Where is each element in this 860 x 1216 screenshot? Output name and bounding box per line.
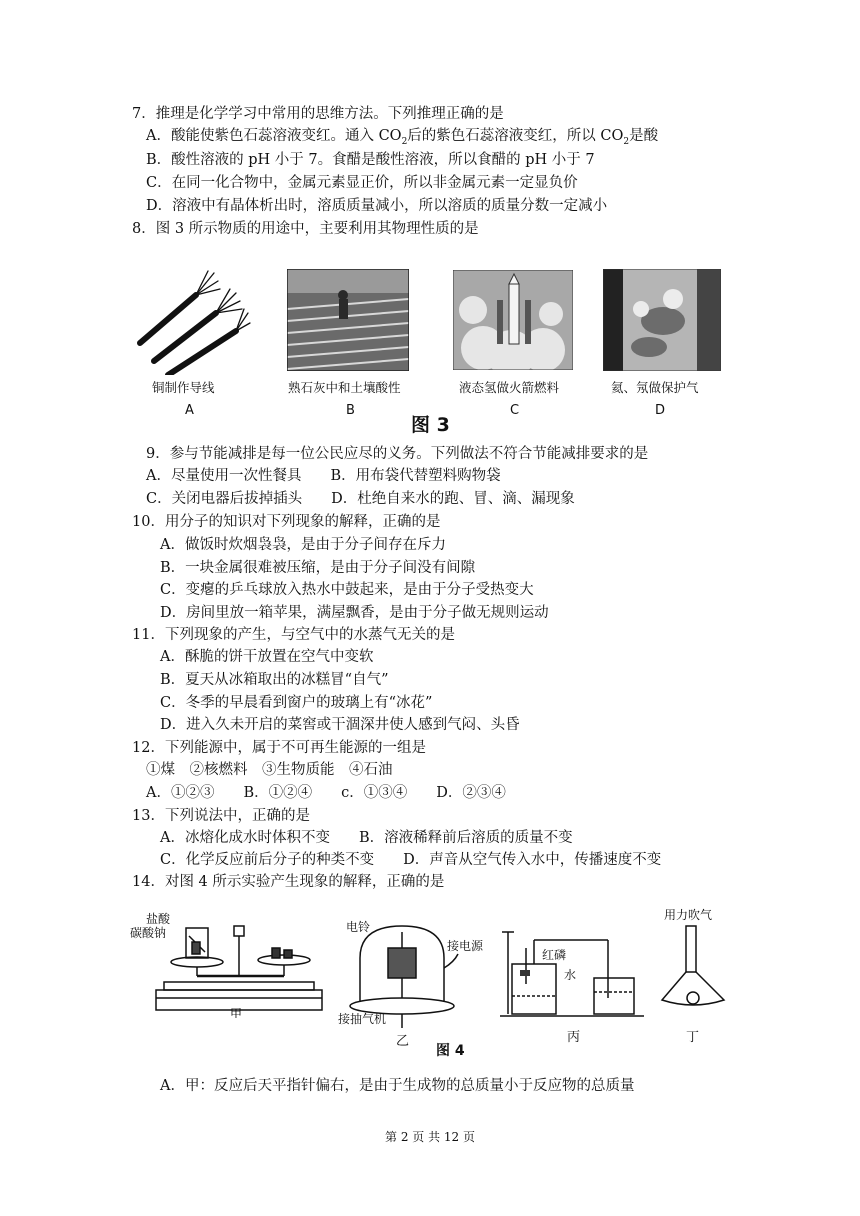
q13-options-cd: C．化学反应前后分子的种类不变 D．声音从空气传入水中，传播速度不变: [160, 852, 662, 868]
q9-options-ab: A．尽量使用一次性餐具 B．用布袋代替塑料购物袋: [146, 468, 501, 484]
q7-option-a: [146, 126, 658, 152]
figure4-sublabel-jia: 甲: [230, 1007, 243, 1018]
figure4-label-phosphorus: 红磷: [542, 948, 567, 962]
q11-option-c: C．冬季的早晨看到窗户的玻璃上有“冰花”: [160, 695, 433, 711]
q7-a-sub2: 2: [623, 136, 630, 147]
q12-items: ①煤 ②核燃料 ③生物质能 ④石油: [146, 762, 393, 778]
q7-option-c: C．在同一化合物中，金属元素显正价，所以非金属元素一定显负价: [146, 175, 578, 191]
q7-option-b: B．酸性溶液的 pH 小于 7。食醋是酸性溶液，所以食醋的 pH 小于 7: [146, 152, 595, 168]
figure4-label-power: 接电源: [447, 939, 484, 953]
q12-options: A．①②③ B．①②④ c．①③④ D．②③④: [146, 785, 506, 801]
q13-options-ab: A．冰熔化成水时体积不变 B．溶液稀释前后溶质的质量不变: [160, 830, 573, 846]
q11-option-d: D．进入久未开启的菜窖或干涸深井使人感到气闷、头昏: [160, 717, 520, 733]
figure4-sublabel-ding: 丁: [686, 1030, 700, 1045]
figure4-sublabel-bing: 丙: [567, 1030, 581, 1045]
q7-option-d: D．溶液中有晶体析出时，溶质质量减小，所以溶质的质量分数一定减小: [146, 198, 608, 214]
figure3-title: 图 3: [411, 414, 450, 436]
figure3-caption-d: 氦、氖做保护气: [611, 380, 699, 395]
q9-options-cd: C．关闭电器后拔掉插头 D．杜绝自来水的跑、冒、滴、漏现象: [146, 491, 575, 507]
figure4-label-hcl: 盐酸: [146, 912, 171, 926]
q7-a-sub1: 2: [401, 136, 408, 147]
figure4-label-bell: 电铃: [346, 920, 371, 934]
q11-option-a: A．酥脆的饼干放置在空气中变软: [160, 649, 374, 665]
figure3-letter-a: A: [185, 403, 194, 418]
q10-option-a: A．做饭时炊烟袅袅，是由于分子间存在斥力: [160, 537, 446, 553]
figure3-letter-d: D: [655, 403, 666, 418]
figure3-letter-c: C: [510, 403, 520, 418]
figure4-funnel: [658, 924, 728, 1014]
q9-stem: 9．参与节能减排是每一位公民应尽的义务。下列做法不符合节能减排要求的是: [146, 446, 649, 462]
q7-a-pre: A．酸能使紫色石蕊溶液变红。通入 CO: [146, 128, 402, 144]
figure3-photo-b: [287, 269, 409, 371]
q10-option-d: D．房间里放一箱苹果，满屋飘香，是由于分子做无规则运动: [160, 605, 549, 621]
figure3-photo-a: [136, 265, 252, 375]
q7-a-mid: 后的紫色石蕊溶液变红，所以 CO: [407, 128, 624, 144]
figure4-label-na2co3: 碳酸钠: [130, 926, 167, 940]
q7-stem: 7．推理是化学学习中常用的思维方法。下列推理正确的是: [132, 106, 504, 122]
q14-stem: 14．对图 4 所示实验产生现象的解释，正确的是: [132, 874, 445, 890]
q7-a-post: 是酸: [629, 128, 659, 144]
page-footer: 第 2 页 共 12 页: [385, 1130, 475, 1144]
figure4-title: 图 4: [436, 1043, 465, 1059]
figure4-label-pump: 接抽气机: [338, 1012, 387, 1026]
figure3-caption-a: 铜制作导线: [152, 380, 215, 395]
q12-stem: 12．下列能源中，属于不可再生能源的一组是: [132, 740, 426, 756]
q14-option-a: A．甲：反应后天平指针偏右，是由于生成物的总质量小于反应物的总质量: [160, 1078, 635, 1094]
figure3-photo-c: [453, 270, 573, 370]
q11-stem: 11．下列现象的产生，与空气中的水蒸气无关的是: [132, 627, 455, 643]
figure3-caption-c: 液态氢做火箭燃料: [459, 380, 560, 395]
q10-option-c: C．变瘪的乒乓球放入热水中鼓起来，是由于分子受热变大: [160, 582, 534, 598]
figure3-letter-b: B: [346, 403, 355, 418]
figure3-caption-b: 熟石灰中和土壤酸性: [288, 380, 401, 395]
figure4-sublabel-yi: 乙: [396, 1034, 410, 1049]
figure3-photo-d: [603, 269, 721, 371]
q10-option-b: B．一块金属很难被压缩，是由于分子间没有间隙: [160, 560, 476, 576]
q13-stem: 13．下列说法中，正确的是: [132, 808, 310, 824]
figure4-label-blow: 用力吹气: [664, 908, 713, 922]
figure4-label-water: 水: [564, 968, 577, 982]
q8-stem: 8．图 3 所示物质的用途中，主要利用其物理性质的是: [132, 221, 479, 237]
q10-stem: 10．用分子的知识对下列现象的解释，正确的是: [132, 514, 441, 530]
q11-option-b: B．夏天从冰箱取出的冰糕冒“自气”: [160, 672, 389, 688]
